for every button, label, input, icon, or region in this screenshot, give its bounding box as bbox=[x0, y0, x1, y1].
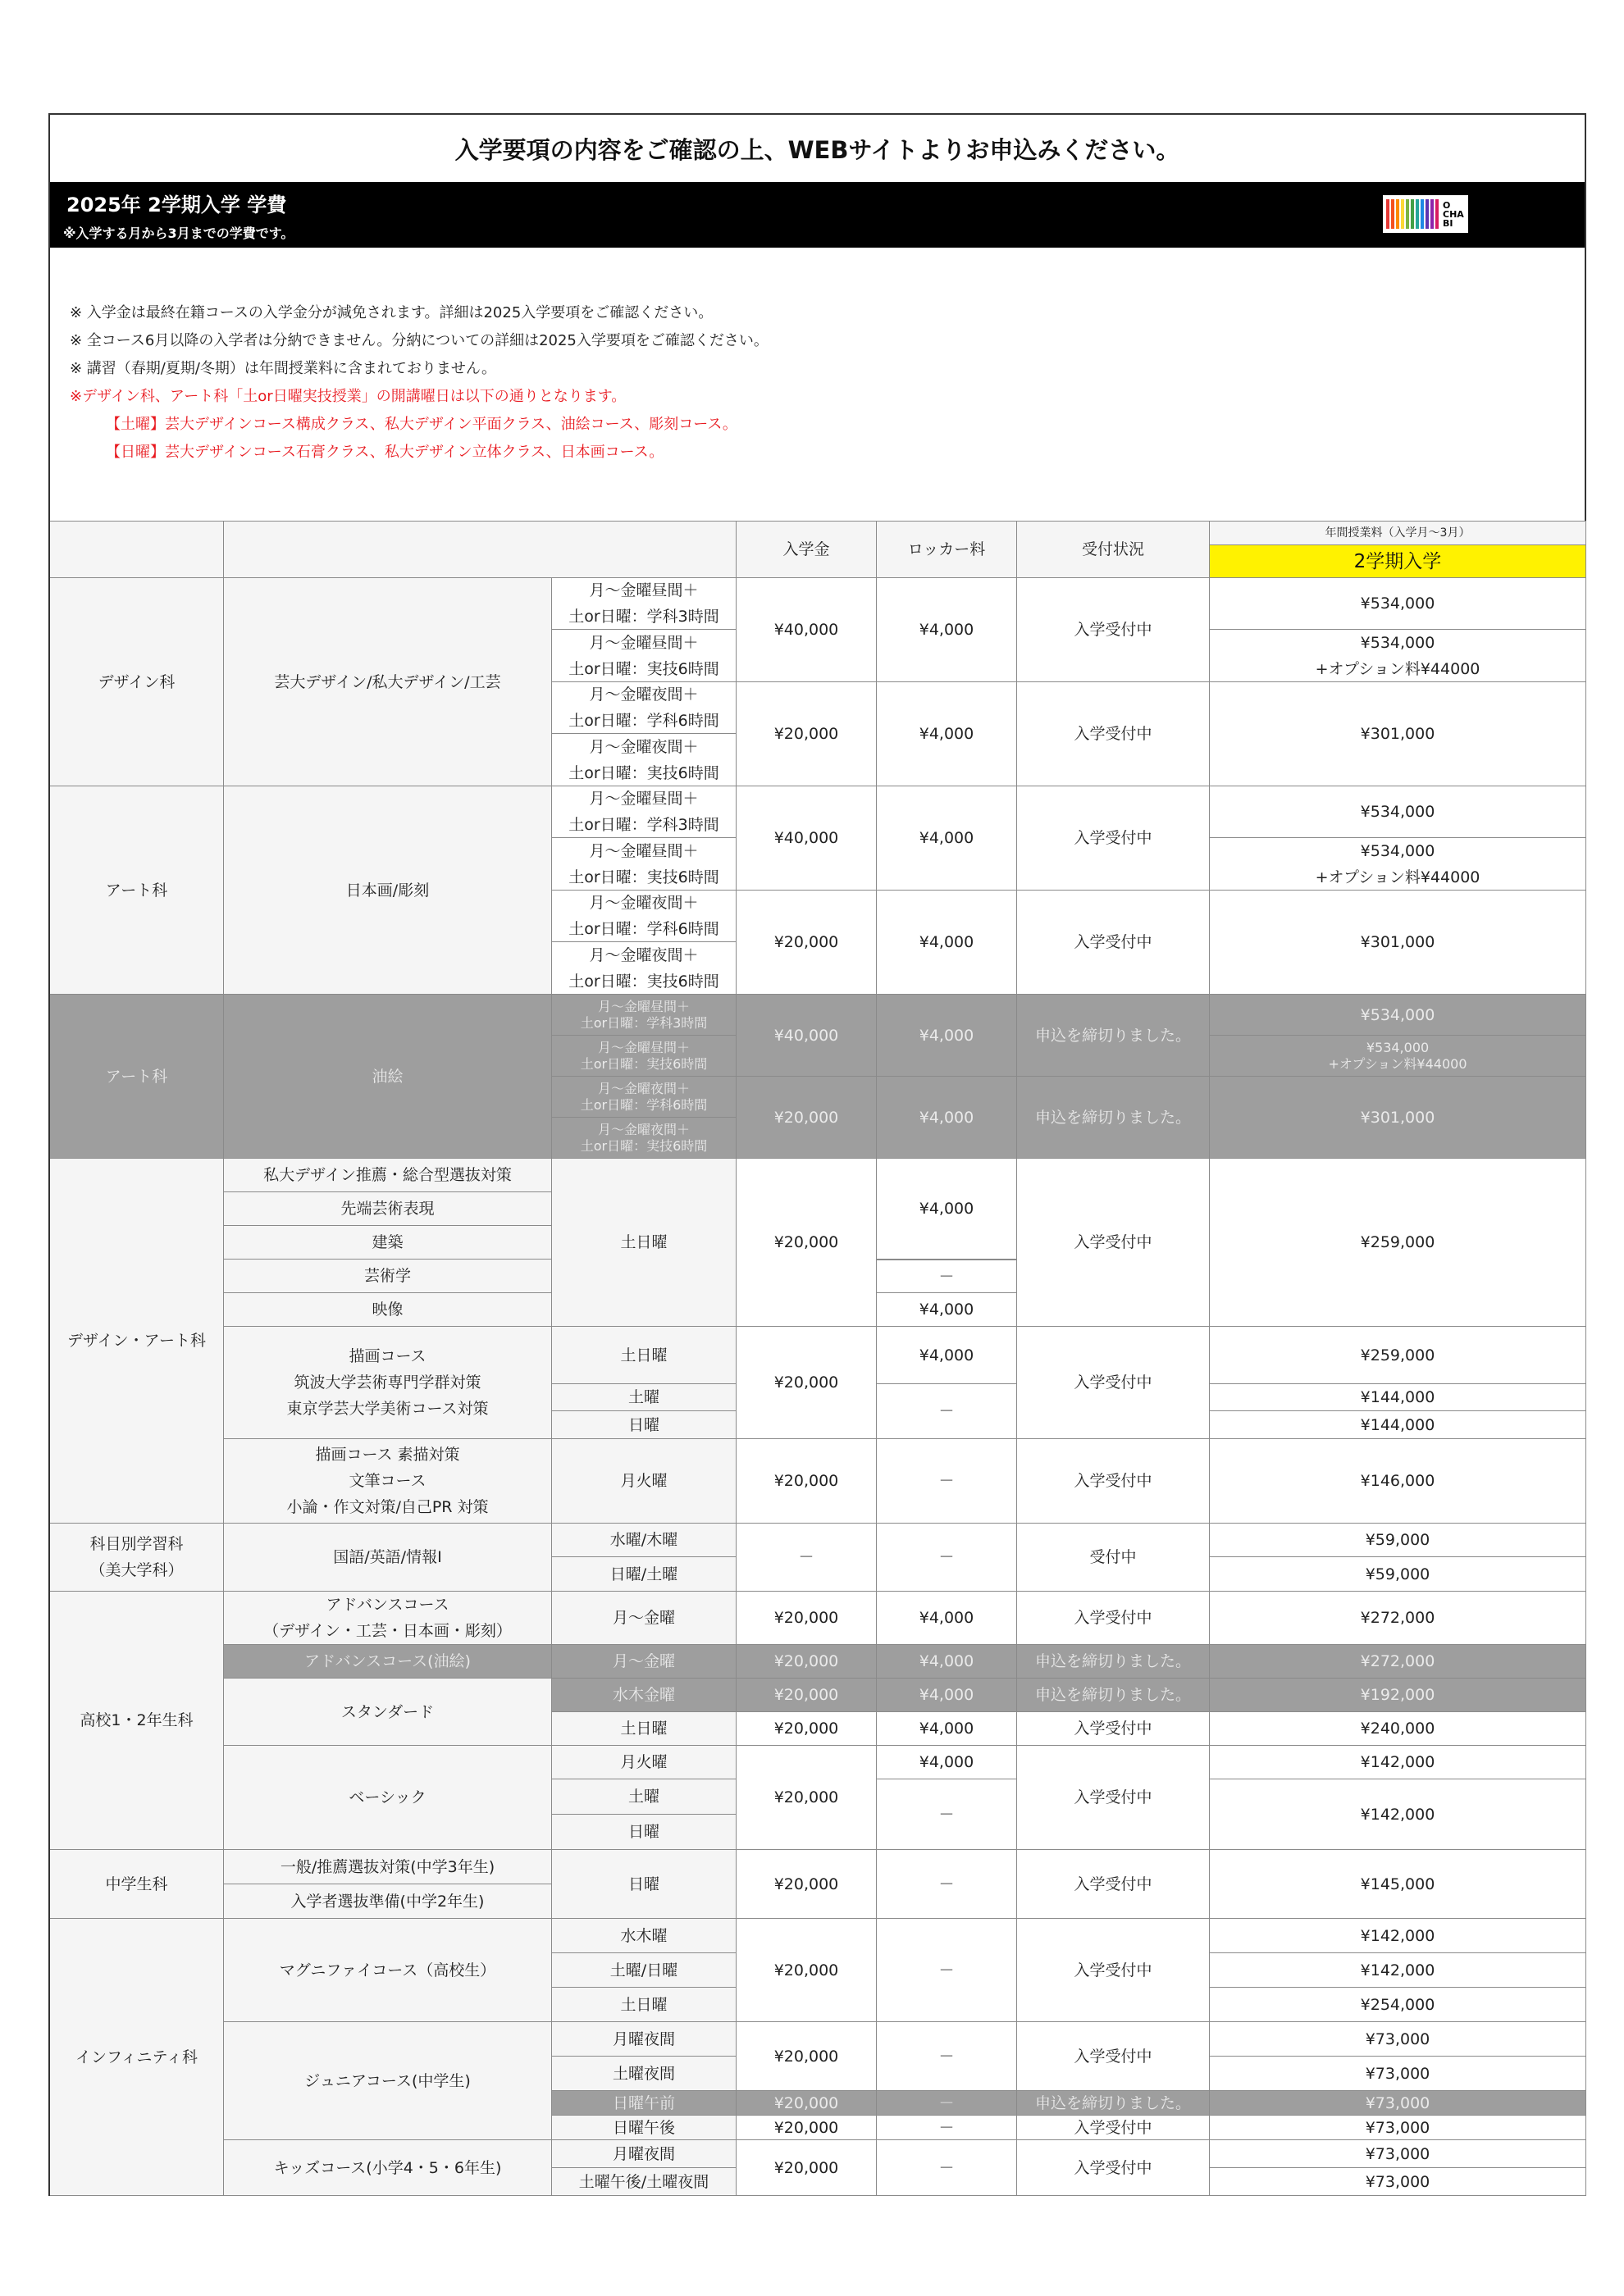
tuition: ¥192,000 bbox=[1210, 1679, 1586, 1712]
header-tuition: 年間授業料（入学月～3月） bbox=[1210, 521, 1586, 545]
schedule-cell: 月～金曜昼間＋ 土or日曜：実技6時間 bbox=[552, 838, 737, 891]
course-kids: キッズコース(小学4・5・6年生) bbox=[224, 2140, 552, 2196]
course: 芸術学 bbox=[224, 1260, 552, 1293]
tuition: ¥534,000 bbox=[1210, 995, 1586, 1036]
status: 入学受付中 bbox=[1017, 1746, 1210, 1850]
schedule-cell: 月～金曜昼間＋ 土or日曜：実技6時間 bbox=[552, 630, 737, 682]
ochabi-logo bbox=[1383, 195, 1468, 233]
course-basic: ベーシック bbox=[224, 1746, 552, 1850]
section-title: 2025年 2学期入学 学費 bbox=[66, 194, 287, 216]
tuition: ¥142,000 bbox=[1210, 1919, 1586, 1953]
note-line: ※ 入学金は最終在籍コースの入学金分が減免されます。詳細は2025入学要項をご確認ください。 bbox=[70, 304, 714, 321]
tuition: ¥73,000 bbox=[1210, 2091, 1586, 2116]
status: 入学受付中 bbox=[1017, 1712, 1210, 1746]
locker-fee: ¥4,000 bbox=[877, 1645, 1017, 1679]
note-line: ※ 全コース6月以降の入学者は分納できません。分納についての詳細は2025入学要項をご確認ください。 bbox=[70, 332, 769, 349]
status-closed: 申込を締切りました。 bbox=[1017, 1645, 1210, 1679]
entry-fee: ¥20,000 bbox=[737, 1439, 877, 1524]
course: 私大デザイン推薦・総合型選抜対策 bbox=[224, 1159, 552, 1192]
header-blank-course bbox=[224, 521, 737, 578]
days: 日曜 bbox=[552, 1411, 737, 1439]
locker-fee: ¥4,000 bbox=[877, 1746, 1017, 1779]
locker-fee: － bbox=[877, 2116, 1017, 2140]
entry-fee: ¥20,000 bbox=[737, 2022, 877, 2091]
entry-fee: ¥20,000 bbox=[737, 1850, 877, 1919]
status: 入学受付中 bbox=[1017, 1592, 1210, 1645]
locker-fee: － bbox=[877, 1260, 1017, 1293]
tuition: ¥73,000 bbox=[1210, 2022, 1586, 2057]
tuition: ¥301,000 bbox=[1210, 682, 1586, 786]
schedule-cell: 月～金曜夜間＋ 土or日曜：学科6時間 bbox=[552, 682, 737, 734]
status: 入学受付中 bbox=[1017, 891, 1210, 995]
days: 日曜午前 bbox=[552, 2091, 737, 2116]
section-subtitle: ※入学する月から3月までの学費です。 bbox=[63, 226, 294, 241]
entry-fee: ¥40,000 bbox=[737, 786, 877, 891]
entry-fee: ¥40,000 bbox=[737, 578, 877, 682]
tuition: ¥301,000 bbox=[1210, 1077, 1586, 1159]
status-closed: 申込を締切りました。 bbox=[1017, 995, 1210, 1077]
status: 入学受付中 bbox=[1017, 1327, 1210, 1439]
tuition: ¥272,000 bbox=[1210, 1592, 1586, 1645]
tuition: ¥534,000 +オプション料¥44000 bbox=[1210, 838, 1586, 891]
entry-fee: ¥20,000 bbox=[737, 1746, 877, 1850]
header-status: 受付状況 bbox=[1017, 521, 1210, 578]
locker-fee: ¥4,000 bbox=[877, 786, 1017, 891]
course-art: 日本画/彫刻 bbox=[224, 786, 552, 995]
header-blank-dept bbox=[50, 521, 224, 578]
entry-fee: ¥20,000 bbox=[737, 2091, 877, 2116]
days: 月火曜 bbox=[552, 1746, 737, 1779]
tuition: ¥146,000 bbox=[1210, 1439, 1586, 1524]
locker-fee: ¥4,000 bbox=[877, 1159, 1017, 1260]
entry-fee: ¥20,000 bbox=[737, 1645, 877, 1679]
tuition: ¥73,000 bbox=[1210, 2140, 1586, 2168]
locker-fee: ¥4,000 bbox=[877, 1327, 1017, 1384]
tuition: ¥142,000 bbox=[1210, 1953, 1586, 1988]
days: 土日曜 bbox=[552, 1988, 737, 2022]
tuition: ¥534,000 +オプション料¥44000 bbox=[1210, 630, 1586, 682]
tuition: ¥272,000 bbox=[1210, 1645, 1586, 1679]
entry-fee: ¥40,000 bbox=[737, 995, 877, 1077]
schedule-cell: 月～金曜夜間＋ 土or日曜：学科6時間 bbox=[552, 891, 737, 942]
tuition: ¥259,000 bbox=[1210, 1159, 1586, 1327]
days: 日曜/土曜 bbox=[552, 1557, 737, 1592]
days: 日曜 bbox=[552, 1815, 737, 1850]
tuition: ¥144,000 bbox=[1210, 1411, 1586, 1439]
schedule-cell: 月～金曜昼間＋ 土or日曜：実技6時間 bbox=[552, 1036, 737, 1077]
note-line-red: 【土曜】芸大デザインコース構成クラス、私大デザイン平面クラス、油絵コース、彫刻コース。 bbox=[106, 416, 737, 433]
dept-design: デザイン科 bbox=[50, 578, 224, 786]
locker-fee: ¥4,000 bbox=[877, 891, 1017, 995]
notes bbox=[70, 299, 769, 467]
tuition: ¥59,000 bbox=[1210, 1524, 1586, 1557]
days: 日曜 bbox=[552, 1850, 737, 1919]
course-advance: アドバンスコース （デザイン・工芸・日本画・彫刻） bbox=[224, 1592, 552, 1645]
course-advance-oil: アドバンスコース(油絵) bbox=[224, 1645, 552, 1679]
status: 入学受付中 bbox=[1017, 578, 1210, 682]
status: 入学受付中 bbox=[1017, 1850, 1210, 1919]
tuition: ¥301,000 bbox=[1210, 891, 1586, 995]
course-drawing: 描画コース 筑波大学芸術専門学群対策 東京学芸大学美術コース対策 bbox=[224, 1327, 552, 1439]
course: 先端芸術表現 bbox=[224, 1192, 552, 1226]
header-entry-fee: 入学金 bbox=[737, 521, 877, 578]
days: 土曜夜間 bbox=[552, 2057, 737, 2091]
days: 月曜夜間 bbox=[552, 2140, 737, 2168]
header-locker: ロッカー料 bbox=[877, 521, 1017, 578]
days: 土日曜 bbox=[552, 1327, 737, 1384]
page-title: 入学要項の内容をご確認の上、WEBサイトよりお申込みください。 bbox=[454, 135, 1180, 164]
locker-fee: － bbox=[877, 1850, 1017, 1919]
locker-fee: － bbox=[877, 2022, 1017, 2091]
days: 土曜/日曜 bbox=[552, 1953, 737, 1988]
note-line-red: 【日曜】芸大デザインコース石膏クラス、私大デザイン立体クラス、日本画コース。 bbox=[106, 444, 664, 461]
entry-fee: ¥20,000 bbox=[737, 1077, 877, 1159]
schedule-cell: 月～金曜昼間＋ 土or日曜：学科3時間 bbox=[552, 995, 737, 1036]
schedule-cell: 月～金曜夜間＋ 土or日曜：学科6時間 bbox=[552, 1077, 737, 1118]
days: 土曜 bbox=[552, 1384, 737, 1411]
tuition: ¥73,000 bbox=[1210, 2116, 1586, 2140]
entry-fee: ¥20,000 bbox=[737, 1712, 877, 1746]
course: 映像 bbox=[224, 1293, 552, 1327]
dept-subject: 科目別学習科 （美大学科） bbox=[50, 1524, 224, 1592]
tuition: ¥144,000 bbox=[1210, 1384, 1586, 1411]
fee-sheet bbox=[48, 113, 1586, 2196]
status: 入学受付中 bbox=[1017, 2022, 1210, 2091]
tuition: ¥142,000 bbox=[1210, 1746, 1586, 1779]
days: 土曜 bbox=[552, 1779, 737, 1815]
dept-design-art: デザイン・アート科 bbox=[50, 1159, 224, 1524]
entry-fee: ¥20,000 bbox=[737, 1919, 877, 2022]
entry-fee: ¥20,000 bbox=[737, 1327, 877, 1439]
course-design: 芸大デザイン/私大デザイン/工芸 bbox=[224, 578, 552, 786]
entry-fee: ¥20,000 bbox=[737, 891, 877, 995]
course-standard: スタンダード bbox=[224, 1679, 552, 1746]
status-closed: 申込を締切りました。 bbox=[1017, 1077, 1210, 1159]
status: 入学受付中 bbox=[1017, 1159, 1210, 1327]
tuition: ¥73,000 bbox=[1210, 2168, 1586, 2196]
tuition: ¥534,000 +オプション料¥44000 bbox=[1210, 1036, 1586, 1077]
entry-fee: ¥20,000 bbox=[737, 1592, 877, 1645]
tuition: ¥145,000 bbox=[1210, 1850, 1586, 1919]
locker-fee: － bbox=[877, 1384, 1017, 1439]
status: 入学受付中 bbox=[1017, 786, 1210, 891]
days: 月～金曜 bbox=[552, 1645, 737, 1679]
course: 建築 bbox=[224, 1226, 552, 1260]
tuition: ¥142,000 bbox=[1210, 1779, 1586, 1850]
note-line: ※ 講習（春期/夏期/冬期）は年間授業料に含まれておりません。 bbox=[70, 360, 497, 377]
course: 国語/英語/情報Ⅰ bbox=[224, 1524, 552, 1592]
entry-fee: ¥20,000 bbox=[737, 1159, 877, 1327]
locker-fee: － bbox=[877, 1439, 1017, 1524]
tuition: ¥534,000 bbox=[1210, 578, 1586, 630]
schedule-cell: 月～金曜夜間＋ 土or日曜：実技6時間 bbox=[552, 1118, 737, 1159]
status: 入学受付中 bbox=[1017, 2140, 1210, 2196]
course-oil: 油絵 bbox=[224, 995, 552, 1159]
status: 入学受付中 bbox=[1017, 2116, 1210, 2140]
days: 水曜/木曜 bbox=[552, 1524, 737, 1557]
logo-stripes bbox=[1386, 199, 1439, 229]
entry-fee: ¥20,000 bbox=[737, 1679, 877, 1712]
days: 土曜午後/土曜夜間 bbox=[552, 2168, 737, 2196]
schedule-cell: 月～金曜昼間＋ 土or日曜：学科3時間 bbox=[552, 578, 737, 630]
days: 水木曜 bbox=[552, 1919, 737, 1953]
entry-fee: ¥20,000 bbox=[737, 2140, 877, 2196]
section-header-bar bbox=[50, 182, 1585, 248]
tuition: ¥59,000 bbox=[1210, 1557, 1586, 1592]
tuition: ¥259,000 bbox=[1210, 1327, 1586, 1384]
status: 入学受付中 bbox=[1017, 1919, 1210, 2022]
locker-fee: ¥4,000 bbox=[877, 578, 1017, 682]
days: 月曜夜間 bbox=[552, 2022, 737, 2057]
locker-fee: ¥4,000 bbox=[877, 1679, 1017, 1712]
schedule-cell: 月～金曜昼間＋ 土or日曜：学科3時間 bbox=[552, 786, 737, 838]
status-closed: 申込を締切りました。 bbox=[1017, 2091, 1210, 2116]
course-junior: ジュニアコース(中学生) bbox=[224, 2022, 552, 2140]
status: 入学受付中 bbox=[1017, 1439, 1210, 1524]
days: 水木金曜 bbox=[552, 1679, 737, 1712]
status: 受付中 bbox=[1017, 1524, 1210, 1592]
dept-infinity: インフィニティ科 bbox=[50, 1919, 224, 2196]
locker-fee: ¥4,000 bbox=[877, 1712, 1017, 1746]
course: 入学者選抜準備(中学2年生) bbox=[224, 1884, 552, 1919]
tuition: ¥534,000 bbox=[1210, 786, 1586, 838]
status-closed: 申込を締切りました。 bbox=[1017, 1679, 1210, 1712]
schedule-cell: 月～金曜夜間＋ 土or日曜：実技6時間 bbox=[552, 734, 737, 786]
dept-juniorhigh: 中学生科 bbox=[50, 1850, 224, 1919]
locker-fee: ¥4,000 bbox=[877, 1592, 1017, 1645]
days: 土日曜 bbox=[552, 1712, 737, 1746]
entry-fee: ¥20,000 bbox=[737, 2116, 877, 2140]
status: 入学受付中 bbox=[1017, 682, 1210, 786]
days: 土日曜 bbox=[552, 1159, 737, 1327]
dept-art-oil: アート科 bbox=[50, 995, 224, 1159]
locker-fee: ¥4,000 bbox=[877, 682, 1017, 786]
locker-fee: － bbox=[877, 1779, 1017, 1850]
course-writing: 描画コース 素描対策 文筆コース 小論・作文対策/自己PR 対策 bbox=[224, 1439, 552, 1524]
course: 一般/推薦選抜対策(中学3年生) bbox=[224, 1850, 552, 1884]
locker-fee: － bbox=[877, 1919, 1017, 2022]
locker-fee: － bbox=[877, 2140, 1017, 2196]
days: 日曜午後 bbox=[552, 2116, 737, 2140]
days: 月～金曜 bbox=[552, 1592, 737, 1645]
locker-fee: － bbox=[877, 2091, 1017, 2116]
tuition: ¥240,000 bbox=[1210, 1712, 1586, 1746]
tuition: ¥73,000 bbox=[1210, 2057, 1586, 2091]
locker-fee: ¥4,000 bbox=[877, 1077, 1017, 1159]
entry-fee: － bbox=[737, 1524, 877, 1592]
schedule-cell: 月～金曜夜間＋ 土or日曜：実技6時間 bbox=[552, 942, 737, 995]
entry-fee: ¥20,000 bbox=[737, 682, 877, 786]
course-magnify: マグニファイコース（高校生） bbox=[224, 1919, 552, 2022]
dept-highschool: 高校1・2年生科 bbox=[50, 1592, 224, 1850]
logo-text: O CHA BI bbox=[1443, 199, 1464, 229]
note-line-red: ※デザイン科、アート科「土or日曜実技授業」の開講曜日は以下の通りとなります。 bbox=[70, 388, 627, 405]
locker-fee: ¥4,000 bbox=[877, 1293, 1017, 1327]
dept-art: アート科 bbox=[50, 786, 224, 995]
locker-fee: － bbox=[877, 1524, 1017, 1592]
tuition: ¥254,000 bbox=[1210, 1988, 1586, 2022]
days: 月火曜 bbox=[552, 1439, 737, 1524]
locker-fee: ¥4,000 bbox=[877, 995, 1017, 1077]
header-term: 2学期入学 bbox=[1210, 545, 1586, 578]
